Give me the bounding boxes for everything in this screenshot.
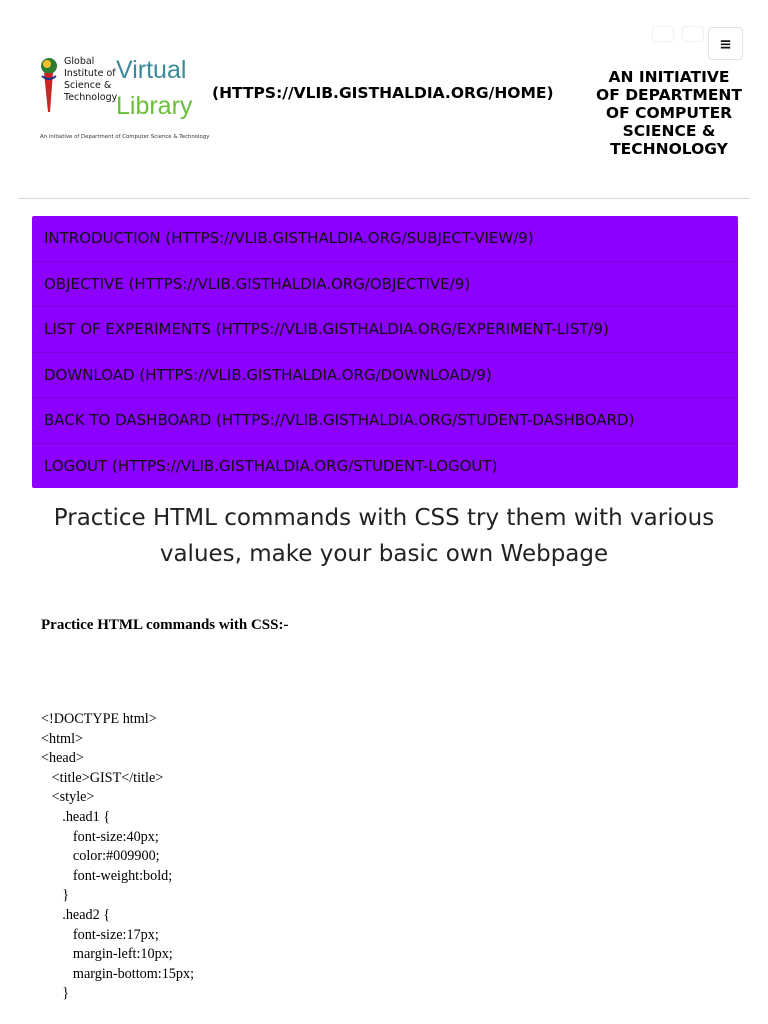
site-logo[interactable] — [38, 50, 210, 144]
nav-item-logout[interactable]: LOGOUT (HTTPS://VLIB.GISTHALDIA.ORG/STUDENT-LOGOUT) — [44, 456, 498, 475]
top-icon-group — [652, 26, 704, 42]
logo-line-4: Technology — [64, 92, 118, 103]
nav-item-objective[interactable]: OBJECTIVE (HTTPS://VLIB.GISTHALDIA.ORG/OBJECTIVE/9) — [32, 262, 738, 308]
torch-globe-icon — [38, 56, 62, 116]
nav-item-back-to-dashboard[interactable]: BACK TO DASHBOARD (HTTPS://VLIB.GISTHALDIA.ORG/STUDENT-DASHBOARD) — [32, 398, 738, 444]
logo-tagline: An Initiative of Department of Computer Science & Technology — [40, 134, 210, 140]
initiative-text: AN INITIATIVE OF DEPARTMENT OF COMPUTER SCIENCE & TECHNOLOGY — [596, 68, 742, 158]
toolbar-button[interactable] — [682, 26, 704, 42]
page-title: Practice HTML commands with CSS try them with various values, make your basic own Webpage — [53, 505, 715, 567]
header-divider — [18, 198, 750, 199]
logo-virtual-text: Virtual — [116, 56, 187, 84]
hamburger-icon: ≡ — [719, 34, 732, 53]
nav-item-introduction[interactable]: INTRODUCTION (HTTPS://VLIB.GISTHALDIA.ORG/SUBJECT-VIEW/9) — [32, 216, 738, 262]
toolbar-button[interactable] — [652, 26, 674, 42]
section-heading: Practice HTML commands with CSS:- — [41, 617, 289, 633]
nav-item-list-of-experiments[interactable]: LIST OF EXPERIMENTS (HTTPS://VLIB.GISTHALDIA.ORG/EXPERIMENT-LIST/9) — [32, 307, 738, 353]
logo-line-1: Global — [64, 56, 95, 67]
logo-line-3: Science & — [64, 80, 112, 91]
logo-line-2: Institute of — [64, 68, 116, 79]
menu-toggle-button[interactable] — [708, 27, 743, 60]
code-sample: <!DOCTYPE html> <html> <head> <title>GIST</title> <style> .head1 { font-size:40px; color:#009900; font-weight:bold; } .head2 { font-size:17px; margin-left:10px; margin-bottom:15px; } — [41, 711, 195, 1002]
main-navigation — [32, 216, 738, 488]
logo-library-text: Library — [116, 92, 193, 120]
home-link[interactable]: (HTTPS://VLIB.GISTHALDIA.ORG/HOME) — [212, 84, 554, 102]
nav-item-download[interactable]: DOWNLOAD (HTTPS://VLIB.GISTHALDIA.ORG/DOWNLOAD/9) — [32, 353, 738, 399]
